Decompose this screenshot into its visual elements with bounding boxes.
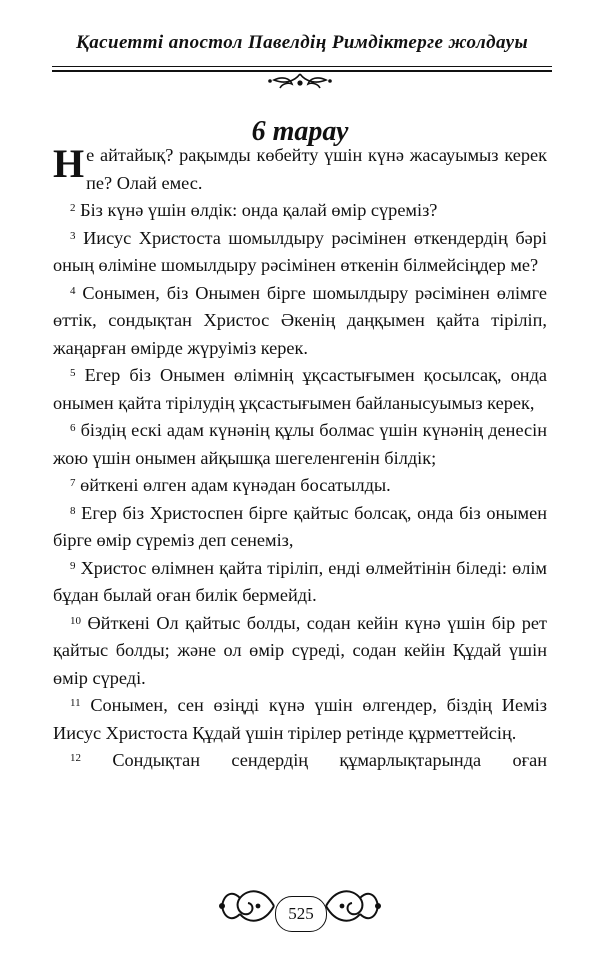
verse [53, 500, 547, 555]
header-ornament-icon [262, 72, 338, 92]
verse [53, 417, 547, 472]
verse [53, 225, 547, 280]
verse [53, 197, 547, 225]
verse-number: 8 [70, 504, 76, 517]
verse-number: 4 [70, 284, 76, 297]
verse-text: біздің ескі адам күнәнің құлы болмас үшін күнәнің денесін жою үшін онымен айқышқа шегеленгенін білдік; [53, 420, 547, 468]
verse-text: Өйткені Ол қайтыс болды, содан кейін күнә үшін бір рет қайтыс болды; және ол өмір сүреді, содан кейін Құдай үшін өмір сүреді. [53, 612, 547, 688]
header-rule [52, 66, 552, 67]
verse-text: Иисус Христоста шомылдыру рәсімінен өткендердің бәрі оның өліміне шомылдыру рәсімінен өткенін білмейсіңдер ме? [53, 227, 547, 275]
chapter-body [53, 142, 547, 775]
verse [53, 747, 547, 775]
verse-number: 6 [70, 422, 76, 434]
verse-text: Егер біз Онымен өлімнің ұқсастығымен қосылсақ, онда онымен қайта тірілудің ұқсастығымен байланысуымыз керек, [53, 365, 548, 413]
verse-text: Егер біз Христоспен бірге қайтыс болсақ, онда біз онымен бірге өмір сүреміз деп сенеміз, [53, 502, 548, 550]
verse-text: Сондықтан сендердің құмарлықтарында оған [112, 750, 547, 770]
verse-number: 11 [70, 697, 81, 709]
verse-number: 5 [70, 367, 76, 379]
verse [53, 362, 547, 417]
verse-text: Сонымен, біз Онымен бірге шомылдыру рәсімінен өлімге өттік, сондықтан Христос Әкенің даңқымен қайта тіріліп, жаңарған өмірде жүруіміз керек. [53, 282, 547, 358]
running-header: Қасиетті апостол Павелдің Римдіктерге жолдауы [75, 32, 529, 53]
verse [53, 280, 547, 363]
chapter-title: 6 тарау [251, 116, 349, 147]
verse-text: Сонымен, сен өзіңді күнә үшін өлгендер, біздің Иеміз Иисус Христоста Құдай үшін тірілер ретінде құрметтейсің. [53, 695, 547, 743]
verse-text: Біз күнә үшін өлдік: онда қалай өмір сүреміз? [80, 200, 438, 220]
verse [53, 610, 547, 693]
verse-number: 10 [70, 614, 81, 627]
verse-number: 7 [70, 477, 76, 489]
page-number: 525 [275, 896, 327, 932]
verse-text: Христос өлімнен қайта тіріліп, енді өлмейтінін біледі: өлім бұдан былай оған билік бермейді. [53, 557, 548, 605]
verse-text: е айтайық? рақымды көбейту үшін күнә жасауымыз керек пе? Олай емес. [86, 145, 547, 193]
opening-verse [53, 142, 547, 197]
verse [53, 692, 547, 747]
drop-cap: Н [53, 141, 85, 186]
verse [53, 555, 547, 610]
verse-text: өйткені өлген адам күнәдан босатылды. [80, 475, 391, 495]
verse-number: 9 [70, 559, 76, 572]
verse-number: 2 [70, 202, 76, 214]
verse-number: 3 [70, 229, 76, 242]
verse [53, 472, 547, 500]
verse-number: 12 [70, 752, 81, 764]
